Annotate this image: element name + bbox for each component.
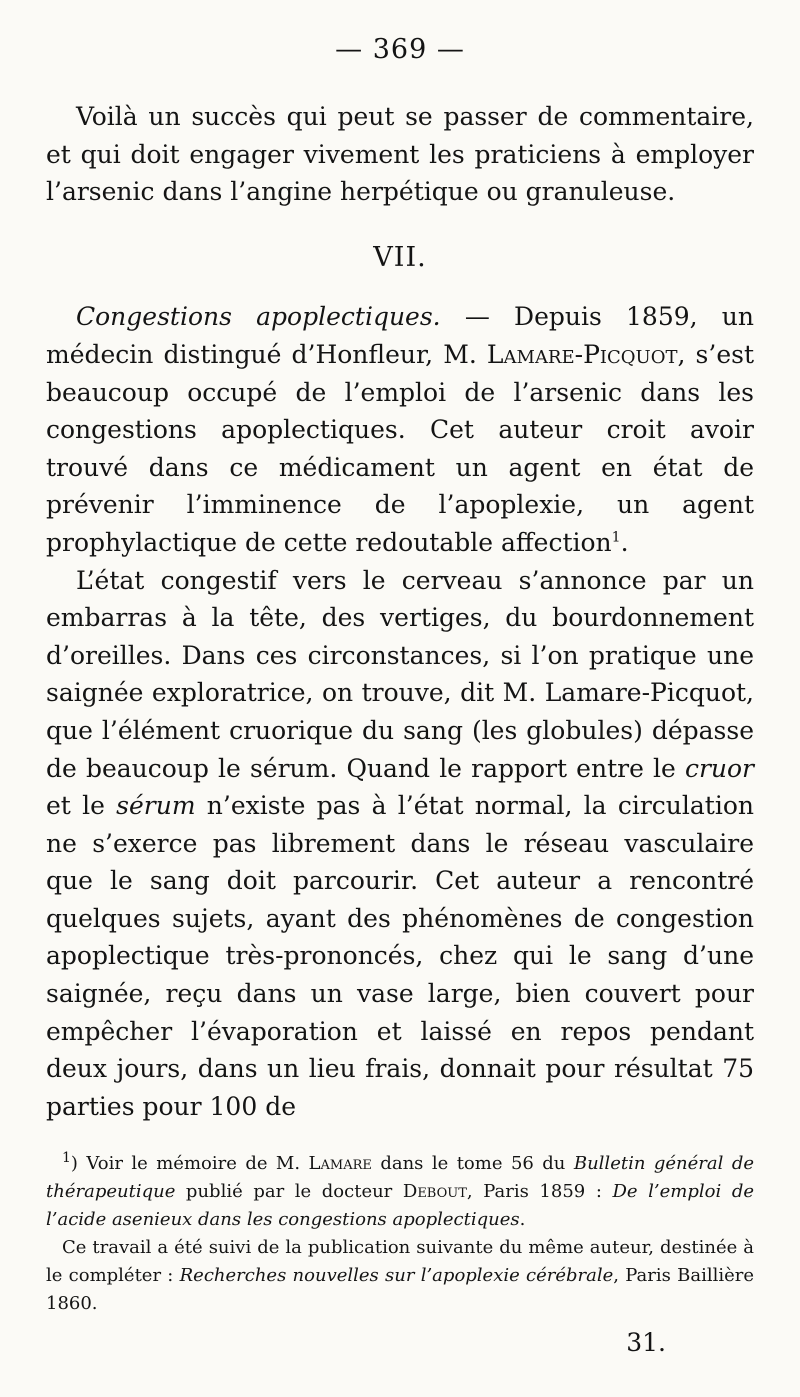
paragraph-2: Congestions apoplectiques. — Depuis 1859, un médecin distingué d’Honfleur, M. Lamare-Picquot, s’est beaucoup occupé de l’emploi de l’arsenic dans les congestions apoplectiques. Cet auteur croit avoir trouvé dans ce médicament un agent en état de prévenir l’imminence de l’apoplexie, un agent prophylactique de cette redoutable affection$^1$. bbox=[46, 302, 755, 557]
author-name: Lamare-Picquot bbox=[486, 339, 678, 369]
footnotes bbox=[46, 1150, 754, 1318]
main-text bbox=[46, 98, 754, 1125]
footnote-mark: 1 bbox=[611, 529, 621, 546]
signature-mark: 31. bbox=[626, 1328, 666, 1357]
paragraph-1: Voilà un succès qui peut se passer de commentaire, et qui doit engager vivement les praticiens à employer l’arsenic dans l’angine herpétique ou granuleuse. bbox=[46, 102, 754, 207]
section-title: Congestions apoplectiques. bbox=[76, 302, 441, 332]
section-heading: VII. bbox=[373, 241, 427, 273]
paragraph-3: L’état congestif vers le cerveau s’annonce par un embarras à la tête, des vertiges, du bourdonnement d’oreilles. Dans ces circonstances, si l’on pratique une saignée exploratrice, on trouve, dit M. Lamare-Picquot, que l’élément cruorique du sang (les globules) dépasse de beaucoup le sérum. Quand le rapport entre le cruor et le sérum n’existe pas à l’état normal, la circulation ne s’exerce pas librement dans le réseau vasculaire que le sang doit parcourir. Cet auteur a rencontré quelques sujets, ayant des phénomènes de congestion apoplectique très-prononcés, chez qui le sang d’une saignée, reçu dans un vase large, bien couvert pour empêcher l’évaporation et laissé en repos pendant deux jours, dans un lieu frais, donnait pour résultat 75 parties pour 100 de bbox=[46, 565, 754, 1121]
footnote-1: $^1$) Voir le mémoire de M. Lamare dans le tome 56 du Bulletin général de thérapeutique publié par le docteur Debout, Paris 1859 : De l’emploi de l’acide asenieux dans les congestions apoplectiques. bbox=[46, 1150, 755, 1230]
footnote-2: Ce travail a été suivi de la publication suivante du même auteur, destinée à le compléter : Recherches nouvelles sur l’apoplexie cérébrale, Paris Baillière 1860. bbox=[46, 1237, 755, 1314]
page-number: — 369 — bbox=[335, 34, 465, 65]
